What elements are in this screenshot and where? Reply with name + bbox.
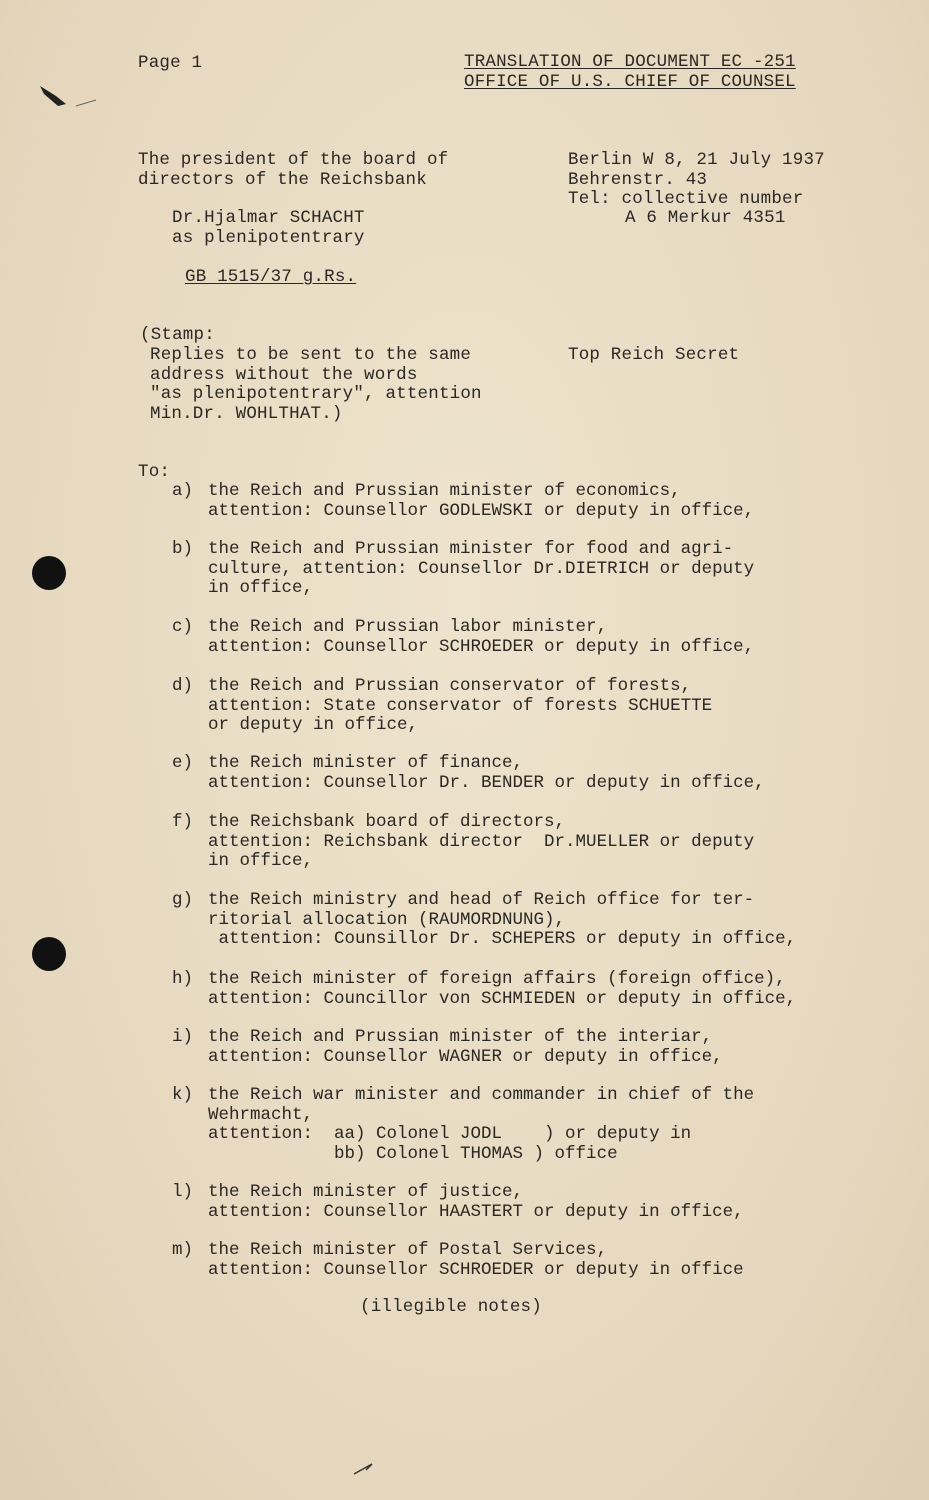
punch-hole-top xyxy=(32,556,66,590)
recipient-line: attention: aa) Colonel JODL ) or deputy in xyxy=(208,1124,692,1144)
recipient-line: in office, xyxy=(208,578,314,598)
recipient-label: g) xyxy=(172,890,194,910)
recipient-line: the Reich and Prussian minister of the interiar, xyxy=(208,1027,713,1047)
recipient-line: attention: Counsellor WAGNER or deputy in office, xyxy=(208,1046,723,1067)
sender-line-2: directors of the Reichsbank xyxy=(138,170,427,190)
recipient-label: k) xyxy=(172,1085,194,1105)
sender-line-1: The president of the board of xyxy=(138,150,449,170)
recipient-line: attention: State conservator of forests SCHUETTE xyxy=(208,695,713,716)
recipient-label: c) xyxy=(172,617,194,637)
recipient-line: the Reich minister of finance, xyxy=(208,753,524,773)
recipient-label: a) xyxy=(172,481,194,501)
recipient-line: the Reich and Prussian minister for food and agri- xyxy=(208,539,734,559)
recipient-line: ritorial allocation (RAUMORDNUNG), xyxy=(208,909,566,930)
staple-mark-icon xyxy=(36,78,106,118)
recipient-line: attention: Counsillor Dr. SCHEPERS or deputy in office, xyxy=(208,929,797,949)
recipient-label: d) xyxy=(172,676,194,696)
document-title: TRANSLATION OF DOCUMENT EC -251 xyxy=(464,52,796,72)
address-line-3: Tel: collective number xyxy=(568,189,804,209)
sender-role: as plenipotentrary xyxy=(172,228,365,248)
classification: Top Reich Secret xyxy=(568,345,740,365)
recipient-line: Wehrmacht, xyxy=(208,1104,314,1125)
pencil-mark-icon xyxy=(352,1460,382,1480)
recipient-label: m) xyxy=(172,1240,194,1260)
punch-hole-bottom xyxy=(32,937,66,971)
recipient-line: or deputy in office, xyxy=(208,715,419,735)
office-title: OFFICE OF U.S. CHIEF OF COUNSEL xyxy=(464,72,796,92)
recipient-label: l) xyxy=(172,1182,194,1202)
to-label: To: xyxy=(138,462,171,482)
recipient-line: the Reich war minister and commander in chief of the xyxy=(208,1085,755,1105)
recipient-label: i) xyxy=(172,1027,194,1047)
sender-name: Dr.Hjalmar SCHACHT xyxy=(172,208,365,228)
recipient-line: culture, attention: Counsellor Dr.DIETRICH or deputy xyxy=(208,558,755,579)
stamp-line-3: address without the words xyxy=(150,365,418,385)
stamp-line-5: Min.Dr. WOHLTHAT.) xyxy=(150,404,343,424)
page-label: Page 1 xyxy=(138,53,203,73)
recipient-line: the Reich ministry and head of Reich office for ter- xyxy=(208,890,755,910)
recipient-line: attention: Reichsbank director Dr.MUELLER or deputy xyxy=(208,831,755,852)
recipient-line: attention: Counsellor SCHROEDER or deputy in office xyxy=(208,1259,744,1280)
recipient-line: the Reich minister of foreign affairs (foreign office), xyxy=(208,969,786,989)
recipient-line: attention: Councillor von SCHMIEDEN or deputy in office, xyxy=(208,988,797,1009)
address-line-1: Berlin W 8, 21 July 1937 xyxy=(568,150,825,170)
recipient-line: bb) Colonel THOMAS ) office xyxy=(208,1143,618,1164)
recipient-line: the Reich and Prussian minister of economics, xyxy=(208,481,681,501)
address-line-2: Behrenstr. 43 xyxy=(568,170,708,190)
recipient-line: attention: Counsellor HAASTERT or deputy in office, xyxy=(208,1201,744,1222)
stamp-line-1: (Stamp: xyxy=(140,325,215,345)
recipient-label: f) xyxy=(172,812,194,832)
recipient-line: attention: Counsellor SCHROEDER or deputy in office, xyxy=(208,636,755,657)
footer-note: (illegible notes) xyxy=(360,1297,542,1317)
recipient-line: the Reichsbank board of directors, xyxy=(208,812,566,832)
recipient-label: h) xyxy=(172,969,194,989)
recipient-line: attention: Counsellor Dr. BENDER or deputy in office, xyxy=(208,772,765,793)
address-line-4: A 6 Merkur 4351 xyxy=(625,208,786,228)
recipient-line: the Reich and Prussian labor minister, xyxy=(208,617,608,637)
recipient-line: the Reich minister of justice, xyxy=(208,1182,524,1202)
recipient-label: b) xyxy=(172,539,194,559)
recipient-label: e) xyxy=(172,753,194,773)
reference-number: GB 1515/37 g.Rs. xyxy=(185,267,357,287)
recipient-line: in office, xyxy=(208,851,314,871)
recipient-line: the Reich and Prussian conservator of forests, xyxy=(208,676,692,696)
stamp-line-2: Replies to be sent to the same xyxy=(150,345,472,365)
recipient-line: attention: Counsellor GODLEWSKI or deputy in office, xyxy=(208,500,755,521)
recipient-line: the Reich minister of Postal Services, xyxy=(208,1240,608,1260)
stamp-line-4: "as plenipotentrary", attention xyxy=(150,384,482,404)
